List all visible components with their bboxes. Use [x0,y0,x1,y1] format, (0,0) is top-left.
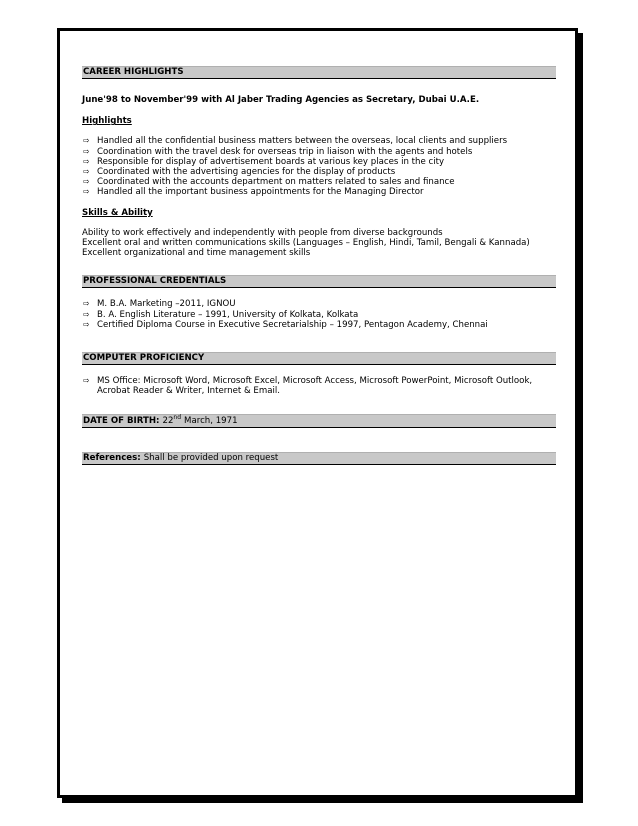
resume-content [82,66,556,465]
highlights-label: Highlights [82,116,132,127]
arrow-bullet-icon: ⇨ [83,319,90,329]
dob-day: 22 [162,416,174,427]
arrow-bullet-icon: ⇨ [83,177,90,187]
arrow-bullet-icon: ⇨ [83,146,90,156]
list-item: ⇨ Coordination with the travel desk for overseas trip in liaison with the agents and hotels [83,146,473,157]
references-row [82,452,556,465]
skills-line: Excellent oral and written communications skills (Languages – English, Hindi, Tamil, Bengali & Kannada) [82,238,530,249]
dob-label: DATE OF BIRTH: [83,416,160,427]
professional-credentials-heading: PROFESSIONAL CREDENTIALS [82,275,556,288]
list-item: ⇨ M. B.A. Marketing –2011, IGNOU [83,299,236,310]
dob-suffix: nd [173,414,182,422]
skills-line: Ability to work effectively and independently with people from diverse backgrounds [82,227,443,238]
references-text: Shall be provided upon request [143,453,279,464]
arrow-bullet-icon: ⇨ [83,376,90,386]
arrow-bullet-icon: ⇨ [83,187,90,197]
arrow-bullet-icon: ⇨ [83,309,90,319]
highlights-list [82,136,556,197]
arrow-bullet-icon: ⇨ [83,156,90,166]
references-label: References: [83,453,141,464]
arrow-bullet-icon: ⇨ [83,299,90,309]
list-item: ⇨ Coordinated with the advertising agencies for the display of products [83,167,396,178]
date-of-birth-row [82,414,556,428]
computer-proficiency-heading: COMPUTER PROFICIENCY [82,352,556,365]
skills-block [82,228,556,259]
skills-label: Skills & Ability [82,207,153,218]
arrow-bullet-icon: ⇨ [83,136,90,146]
list-item: ⇨ MS Office: Microsoft Word, Microsoft Excel, Microsoft Access, Microsoft PowerPoint, Microsoft Outlook, Acrobat Reader & Writer, Internet & Email. [83,376,533,397]
arrow-bullet-icon: ⇨ [83,167,90,177]
computer-list [82,376,556,396]
list-item: ⇨ Coordinated with the accounts department on matters related to sales and finance [83,177,455,188]
dob-rest: March, 1971 [184,416,238,427]
list-item: ⇨ Handled all the important business appointments for the Managing Director [83,187,424,198]
credentials-list [82,299,556,330]
list-item: ⇨ B. A. English Literature – 1991, University of Kolkata, Kolkata [83,309,359,320]
job-title-line: June'98 to November'99 with Al Jaber Trading Agencies as Secretary, Dubai U.A.E. [82,95,480,105]
list-item: ⇨ Handled all the confidential business matters between the overseas, local clients and suppliers [83,136,508,147]
career-highlights-heading: CAREER HIGHLIGHTS [82,66,556,79]
list-item: ⇨ Certified Diploma Course in Executive Secretarialship – 1997, Pentagon Academy, Chennai [83,319,488,330]
skills-line: Excellent organizational and time management skills [82,248,311,259]
list-item: ⇨ Responsible for display of advertisement boards at various key places in the city [83,156,445,167]
